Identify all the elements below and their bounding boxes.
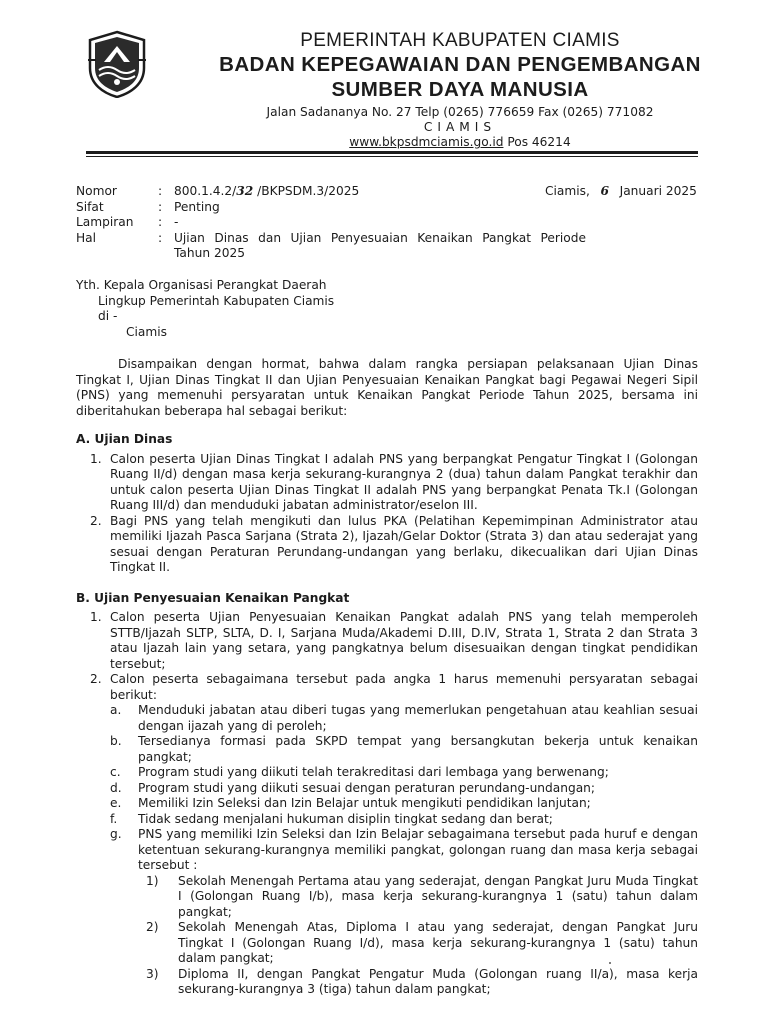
addressee-line: Lingkup Pemerintah Kabupaten Ciamis xyxy=(98,293,335,308)
letterhead-agency-line2: SUMBER DAYA MANUSIA xyxy=(331,78,589,101)
letter-meta xyxy=(76,184,586,262)
meta-label: Hal xyxy=(76,230,97,245)
meta-label: Sifat xyxy=(76,199,104,214)
meta-colon: : xyxy=(158,199,163,214)
place-date xyxy=(545,184,697,200)
handwritten-number: 32 xyxy=(236,184,254,198)
scan-speck xyxy=(609,962,611,964)
list-item: 1) Sekolah Menengah Pertama atau yang sederajat, dengan Pangkat Juru Muda Tingkat I (Golongan Ruang I/b), masa kerja sekurang-kurangnya 1 (satu) tahun dalam pangkat; xyxy=(146,873,698,919)
section-a-title: A. Ujian Dinas xyxy=(76,432,173,446)
list-item: a. Menduduki jabatan atau diberi tugas yang memerlukan pengetahuan atau keahlian sesuai dengan ijazah yang di peroleh; xyxy=(110,703,698,733)
list-item: g. PNS yang memiliki Izin Seleksi dan Izin Belajar sebagaimana tersebut pada huruf e dengan ketentuan sekurang-kurangnya memiliki pangkat, golongan ruang dan masa kerja sebagai tersebut : xyxy=(110,827,698,872)
meta-row-lampiran xyxy=(76,215,586,231)
meta-row-nomor xyxy=(76,184,586,200)
list-item: 2) Sekolah Menengah Atas, Diploma I atau yang sederajat, dengan Pangkat Juru Tingkat I (Golongan Ruang I/d), masa kerja sekurang-kurangnya 1 (satu) tahun dalam pangkat; xyxy=(146,920,698,965)
list-item: e. Memiliki Izin Seleksi dan Izin Belajar untuk mengikuti pendidikan lanjutan; xyxy=(110,796,591,810)
addressee-line: di - xyxy=(98,309,118,323)
letterhead-postal: Pos 46214 xyxy=(507,135,571,149)
list-item: f. Tidak sedang menjalani hukuman disiplin tingkat sedang dan berat; xyxy=(110,811,553,826)
meta-colon: : xyxy=(158,215,163,229)
letterhead-divider-thin xyxy=(86,156,698,157)
section-b-title: B. Ujian Penyesuaian Kenaikan Pangkat xyxy=(76,590,350,605)
letterhead-divider-thick xyxy=(86,151,698,154)
list-item: 2. Calon peserta sebagaimana tersebut pada angka 1 harus memenuhi persyaratan sebagai berikut: xyxy=(90,672,698,702)
addressee-line: Ciamis xyxy=(126,324,167,339)
letterhead-address: Jalan Sadananya No. 27 Telp (0265) 776659 Fax (0265) 771082 xyxy=(266,105,654,119)
addressee xyxy=(76,278,334,340)
list-item: d. Program studi yang diikuti sesuai dengan peraturan perundang-undangan; xyxy=(110,780,595,795)
intro-paragraph: Disampaikan dengan hormat, bahwa dalam rangka persiapan pelaksanaan Ujian Dinas Tingkat I, Ujian Dinas Tingkat II dan Ujian Penyesuaian Kenaikan Pangkat bagi Pegawai Negeri Sipil (PNS) yang memenuhi persyaratan untuk Kenaikan Pangkat Periode Tahun 2025, bersama ini diberitahukan beberapa hal sebagai berikut: xyxy=(76,357,698,418)
meta-label: Lampiran xyxy=(76,215,134,229)
meta-row-sifat xyxy=(76,200,586,216)
list-item: 1. Calon peserta Ujian Penyesuaian Kenaikan Pangkat adalah PNS yang telah memperoleh STTB/Ijazah SLTP, SLTA, D. I, Sarjana Muda/Akademi D.III, D.IV, Strata 1, Strata 2 dan Strata 3 atau Ijazah lain yang setara, yang pangkatnya belum disesuaikan dengan tingkat pendidikan tersebut; xyxy=(90,610,698,671)
letterhead-city: CIAMIS xyxy=(423,120,497,134)
meta-lampiran-value: - xyxy=(174,215,179,229)
meta-colon: : xyxy=(158,230,163,245)
letterhead-government: PEMERINTAH KABUPATEN CIAMIS xyxy=(300,30,620,51)
list-item: c. Program studi yang diikuti telah terakreditasi dari lembaga yang berwenang; xyxy=(110,765,609,779)
list-item: 2. Bagi PNS yang telah mengikuti dan lulus PKA (Pelatihan Kepemimpinan Administrator atau memiliki Ijazah Pasca Sarjana (Strata 2), Ijazah/Gelar Doktor (Strata 3) dan atau sederajat yang sesuai dengan Peraturan Perundang-undangan yang berlaku, dikecualikan dari Ujian Dinas Tingkat II. xyxy=(90,513,698,574)
handwritten-day: 6 xyxy=(600,184,609,198)
addressee-line: Yth. Kepala Organisasi Perangkat Daerah xyxy=(76,278,327,292)
meta-nomor-value: 800.1.4.2/32 /BKPSDM.3/2025 xyxy=(174,184,360,198)
letter-body xyxy=(76,357,698,998)
letterhead-website-link[interactable]: www.bkpsdmciamis.go.id xyxy=(349,135,504,149)
meta-hal-value: Ujian Dinas dan Ujian Penyesuaian Kenaikan Pangkat Periode Tahun 2025 xyxy=(174,230,586,260)
ciamis-regency-emblem-icon xyxy=(86,30,148,98)
letterhead-contact xyxy=(160,135,760,150)
letterhead-agency-line1: BADAN KEPEGAWAIAN DAN PENGEMBANGAN xyxy=(219,53,701,76)
meta-row-hal xyxy=(76,231,586,262)
list-item: b. Tersedianya formasi pada SKPD tempat yang bersangkutan bekerja untuk kenaikan pangkat; xyxy=(110,734,698,764)
place: Ciamis, xyxy=(545,184,590,198)
list-item: 1. Calon peserta Ujian Dinas Tingkat I adalah PNS yang berpangkat Pengatur Tingkat I (Golongan Ruang II/d) dengan masa kerja sekurang-kurangnya 2 (dua) tahun dalam Pangkat terakhir dan untuk calon peserta Ujian Dinas Tingkat II adalah PNS yang berpangkat Penata Tk.I (Golongan Ruang III/d) dan menduduki jabatan administrator/eselon III. xyxy=(90,451,698,512)
meta-label: Nomor xyxy=(76,184,117,198)
meta-colon: : xyxy=(158,184,163,198)
letterhead xyxy=(160,30,760,150)
month-year: Januari 2025 xyxy=(619,184,697,198)
meta-sifat-value: Penting xyxy=(174,199,220,214)
list-item: 3) Diploma II, dengan Pangkat Pengatur Muda (Golongan ruang II/a), masa kerja sekurang-kurangnya 3 (tiga) tahun dalam pangkat; xyxy=(146,966,698,996)
